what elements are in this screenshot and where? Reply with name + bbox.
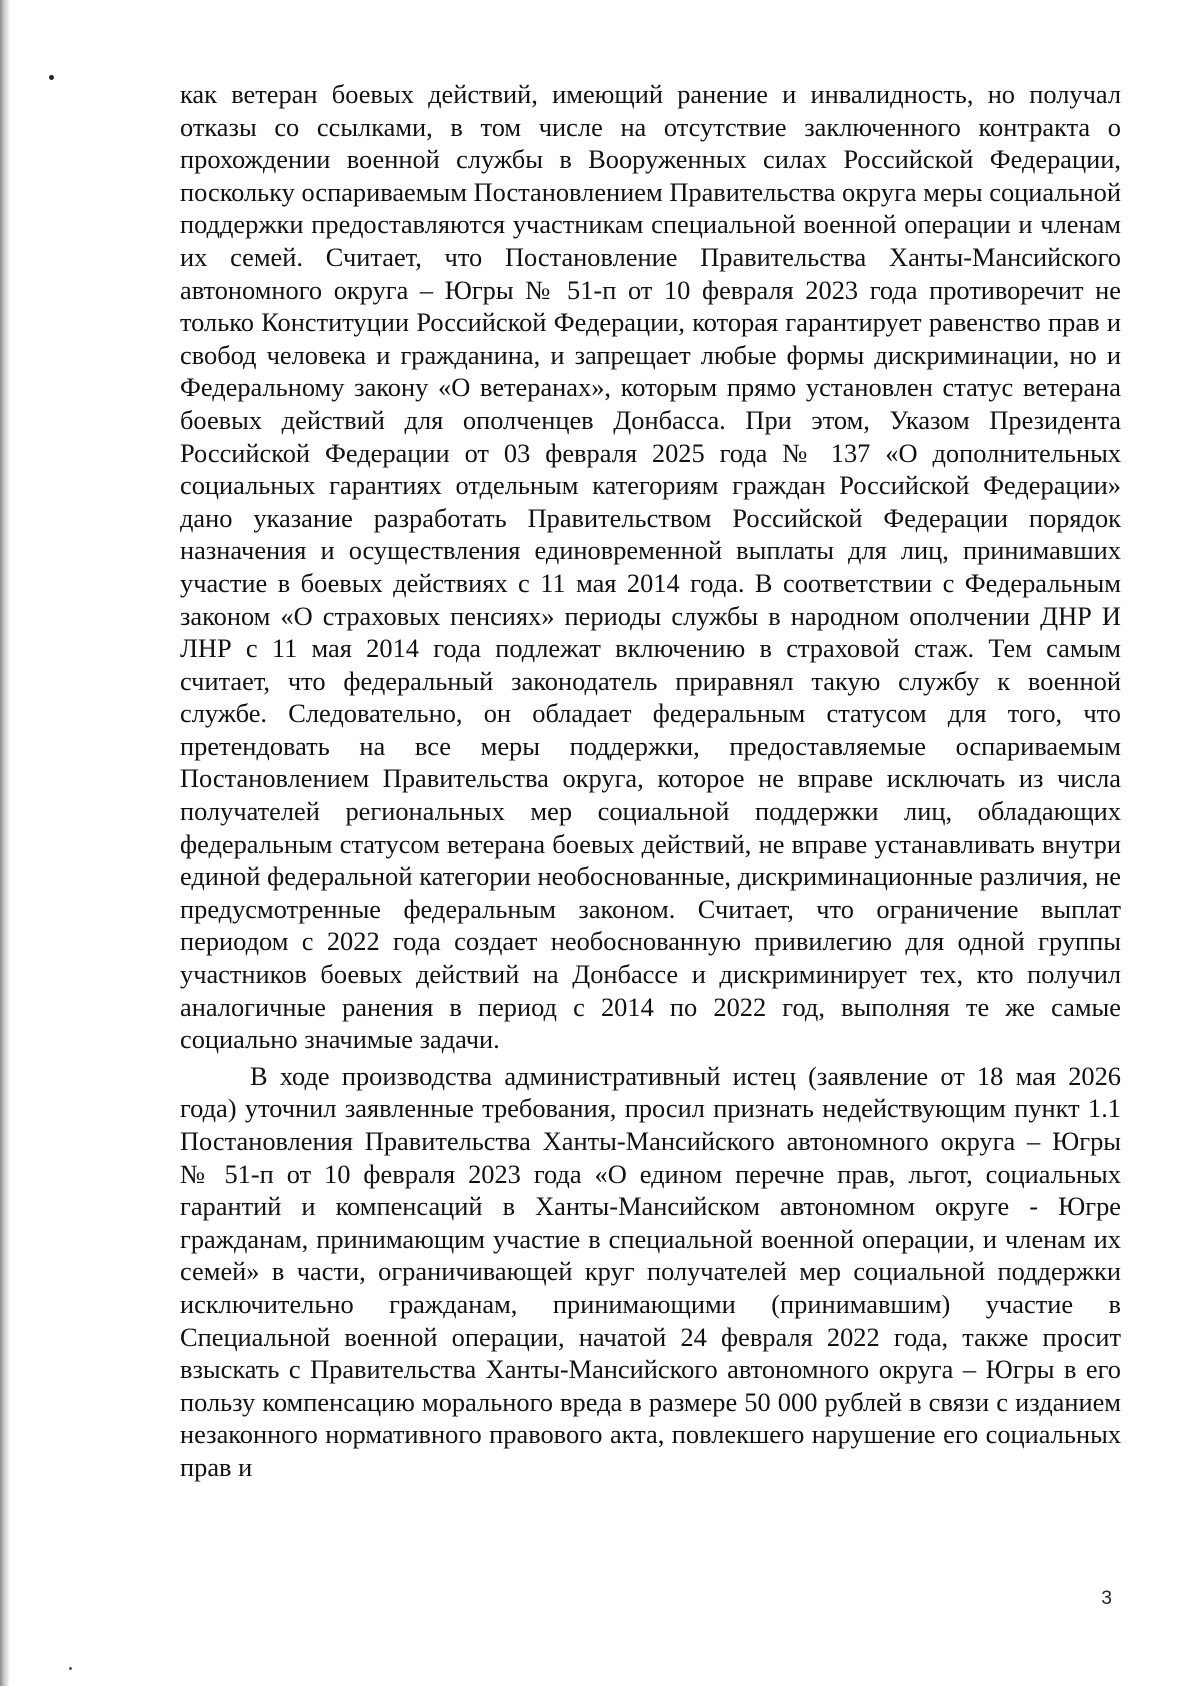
page-number: 3: [1101, 1588, 1112, 1609]
scan-edge-shadow: [0, 0, 9, 1686]
scan-speck: [49, 75, 54, 80]
paragraph-continuation: как ветеран боевых действий, имеющий ранение и инвалидность, но получал отказы со ссылками, в том числе на отсутствие заключенного контракта о прохождении военной службы в Вооруженных силах Российской Федерации, поскольку оспариваемым Постановлением Правительства округа меры социальной поддержки предоставляются участникам специальной военной операции и членам их семей. Считает, что Постановление Правительства Ханты-Мансийского автономного округа – Югры № 51-п от 10 февраля 2023 года противоречит не только Конституции Российской Федерации, которая гарантирует равенство прав и свобод человека и гражданина, и запрещает любые формы дискриминации, но и Федеральному закону «О ветеранах», которым прямо установлен статус ветерана боевых действий для ополченцев Донбасса. При этом, Указом Президента Российской Федерации от 03 февраля 2025 года № 137 «О дополнительных социальных гарантиях отдельным категориям граждан Российской Федерации» дано указание разработать Правительством Российской Федерации порядок назначения и осуществления единовременной выплаты для лиц, принимавших участие в боевых действиях с 11 мая 2014 года. В соответствии с Федеральным законом «О страховых пенсиях» периоды службы в народном ополчении ДНР И ЛНР с 11 мая 2014 года подлежат включению в страховой стаж. Тем самым считает, что федеральный законодатель приравнял такую службу к военной службе. Следовательно, он обладает федеральным статусом для того, что претендовать на все меры поддержки, предоставляемые оспариваемым Постановлением Правительства округа, которое не вправе исключать из числа получателей региональных мер социальной поддержки лиц, обладающих федеральным статусом ветерана боевых действий, не вправе устанавливать внутри единой федеральной категории необоснованные, дискриминационные различия, не предусмотренные федеральным законом. Считает, что ограничение выплат периодом с 2022 года создает необоснованную привилегию для одной группы участников боевых действий на Донбассе и дискриминирует тех, кто получил аналогичные ранения в период с 2014 по 2022 год, выполняя те же самые социально значимые задачи.: [180, 79, 1121, 1055]
scan-speck: [69, 1667, 72, 1670]
paragraph-clarified-claims: В ходе производства административный истец (заявление от 18 мая 2026 года) уточнил заявленные требования, просил признать недействующим пункт 1.1 Постановления Правительства Ханты-Мансийского автономного округа – Югры № 51-п от 10 февраля 2023 года «О едином перечне прав, льгот, социальных гарантий и компенсаций в Ханты-Мансийском автономном округе - Югре гражданам, принимающим участие в специальной военной операции, и членам их семей» в части, ограничивающей круг получателей мер социальной поддержки исключительно гражданам, принимающими (принимавшим) участие в Специальной военной операции, начатой 24 февраля 2022 года, также просит взыскать с Правительства Ханты-Мансийского автономного округа – Югры в его пользу компенсацию морального вреда в размере 50 000 рублей в связи с изданием незаконного нормативного правового акта, повлекшего нарушение его социальных прав и: [180, 1060, 1121, 1482]
document-body: [180, 78, 1121, 1484]
